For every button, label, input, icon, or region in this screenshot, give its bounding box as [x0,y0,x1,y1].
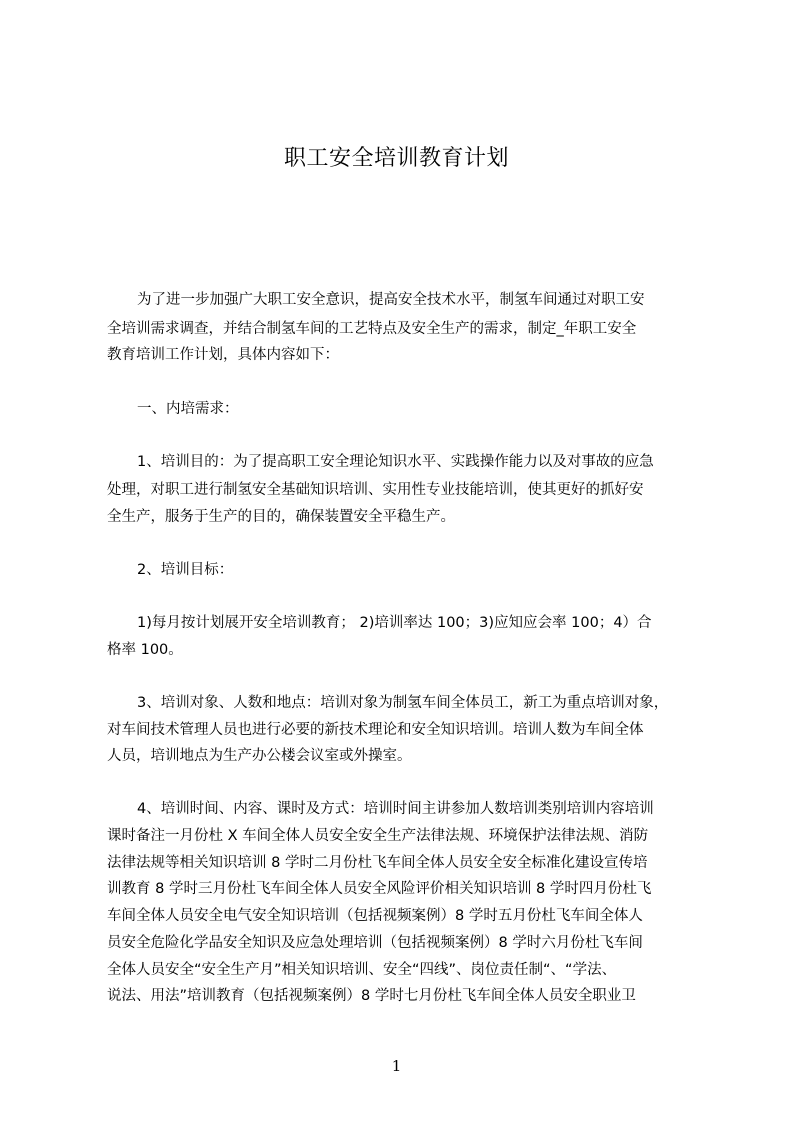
text-line: 法律法规等相关知识培训 8 学时二月份杜飞车间全体人员安全安全标准化建设宣传培 [107,855,648,871]
text-line: 全生产，服务于生产的目的，确保装置安全平稳生产。 [107,509,455,525]
text-line: 课时备注一月份杜 X 车间全体人员安全安全生产法律法规、环境保护法律法规、消防 [107,828,649,844]
text-line: 人员，培训地点为生产办公楼会议室或外操室。 [107,748,412,764]
text-line: 4、培训时间、内容、课时及方式：培训时间主讲参加人数培训类别培训内容培训 [137,801,654,817]
text-line: 3、培训对象、人数和地点：培训对象为制氢车间全体员工，新工为重点培训对象， [137,695,669,711]
text-line: 2、培训目标： [137,562,234,578]
text-line: 为了进一步加强广大职工安全意识，提高安全技术水平，制氢车间通过对职工安 [137,292,645,308]
text-line: 说法、用法”培训教育（包括视频案例）8 学时七月份杜飞车间全体人员安全职业卫 [107,988,636,1004]
text-line: 对车间技术管理人员也进行必要的新技术理论和安全知识培训。培训人数为车间全体 [107,722,644,738]
text-line: 格率 100。 [107,642,183,658]
text-line: 全体人员安全“安全生产月”相关知识培训、安全“四线”、岗位责任制“、“学法、 [107,962,617,978]
document-title: 职工安全培训教育计划 [283,146,509,171]
text-line: 1)每月按计划展开安全培训教育； 2)培训率达 100；3)应知应会率 100；4）合 [137,615,652,631]
text-line: 1、培训目的：为了提高职工安全理论知识水平、实践操作能力以及对事故的应急 [137,454,654,470]
text-line: 全培训需求调查，并结合制氢车间的工艺特点及安全生产的需求，制定_年职工安全 [107,321,637,337]
text-line: 教育培训工作计划，具体内容如下： [107,347,339,363]
section-heading: 一、内培需求： [137,401,239,417]
text-line: 训教育 8 学时三月份杜飞车间全体人员安全风险评价相关知识培训 8 学时四月份杜飞 [107,881,652,897]
text-line: 处理，对职工进行制氢安全基础知识培训、实用性专业技能培训，使其更好的抓好安 [107,482,644,498]
text-line: 员安全危险化学品安全知识及应急处理培训（包括视频案例）8 学时六月份杜飞车间 [107,935,643,951]
text-line: 车间全体人员安全电气安全知识培训（包括视频案例）8 学时五月份杜飞车间全体人 [107,908,643,924]
page-number: 1 [391,1057,402,1075]
